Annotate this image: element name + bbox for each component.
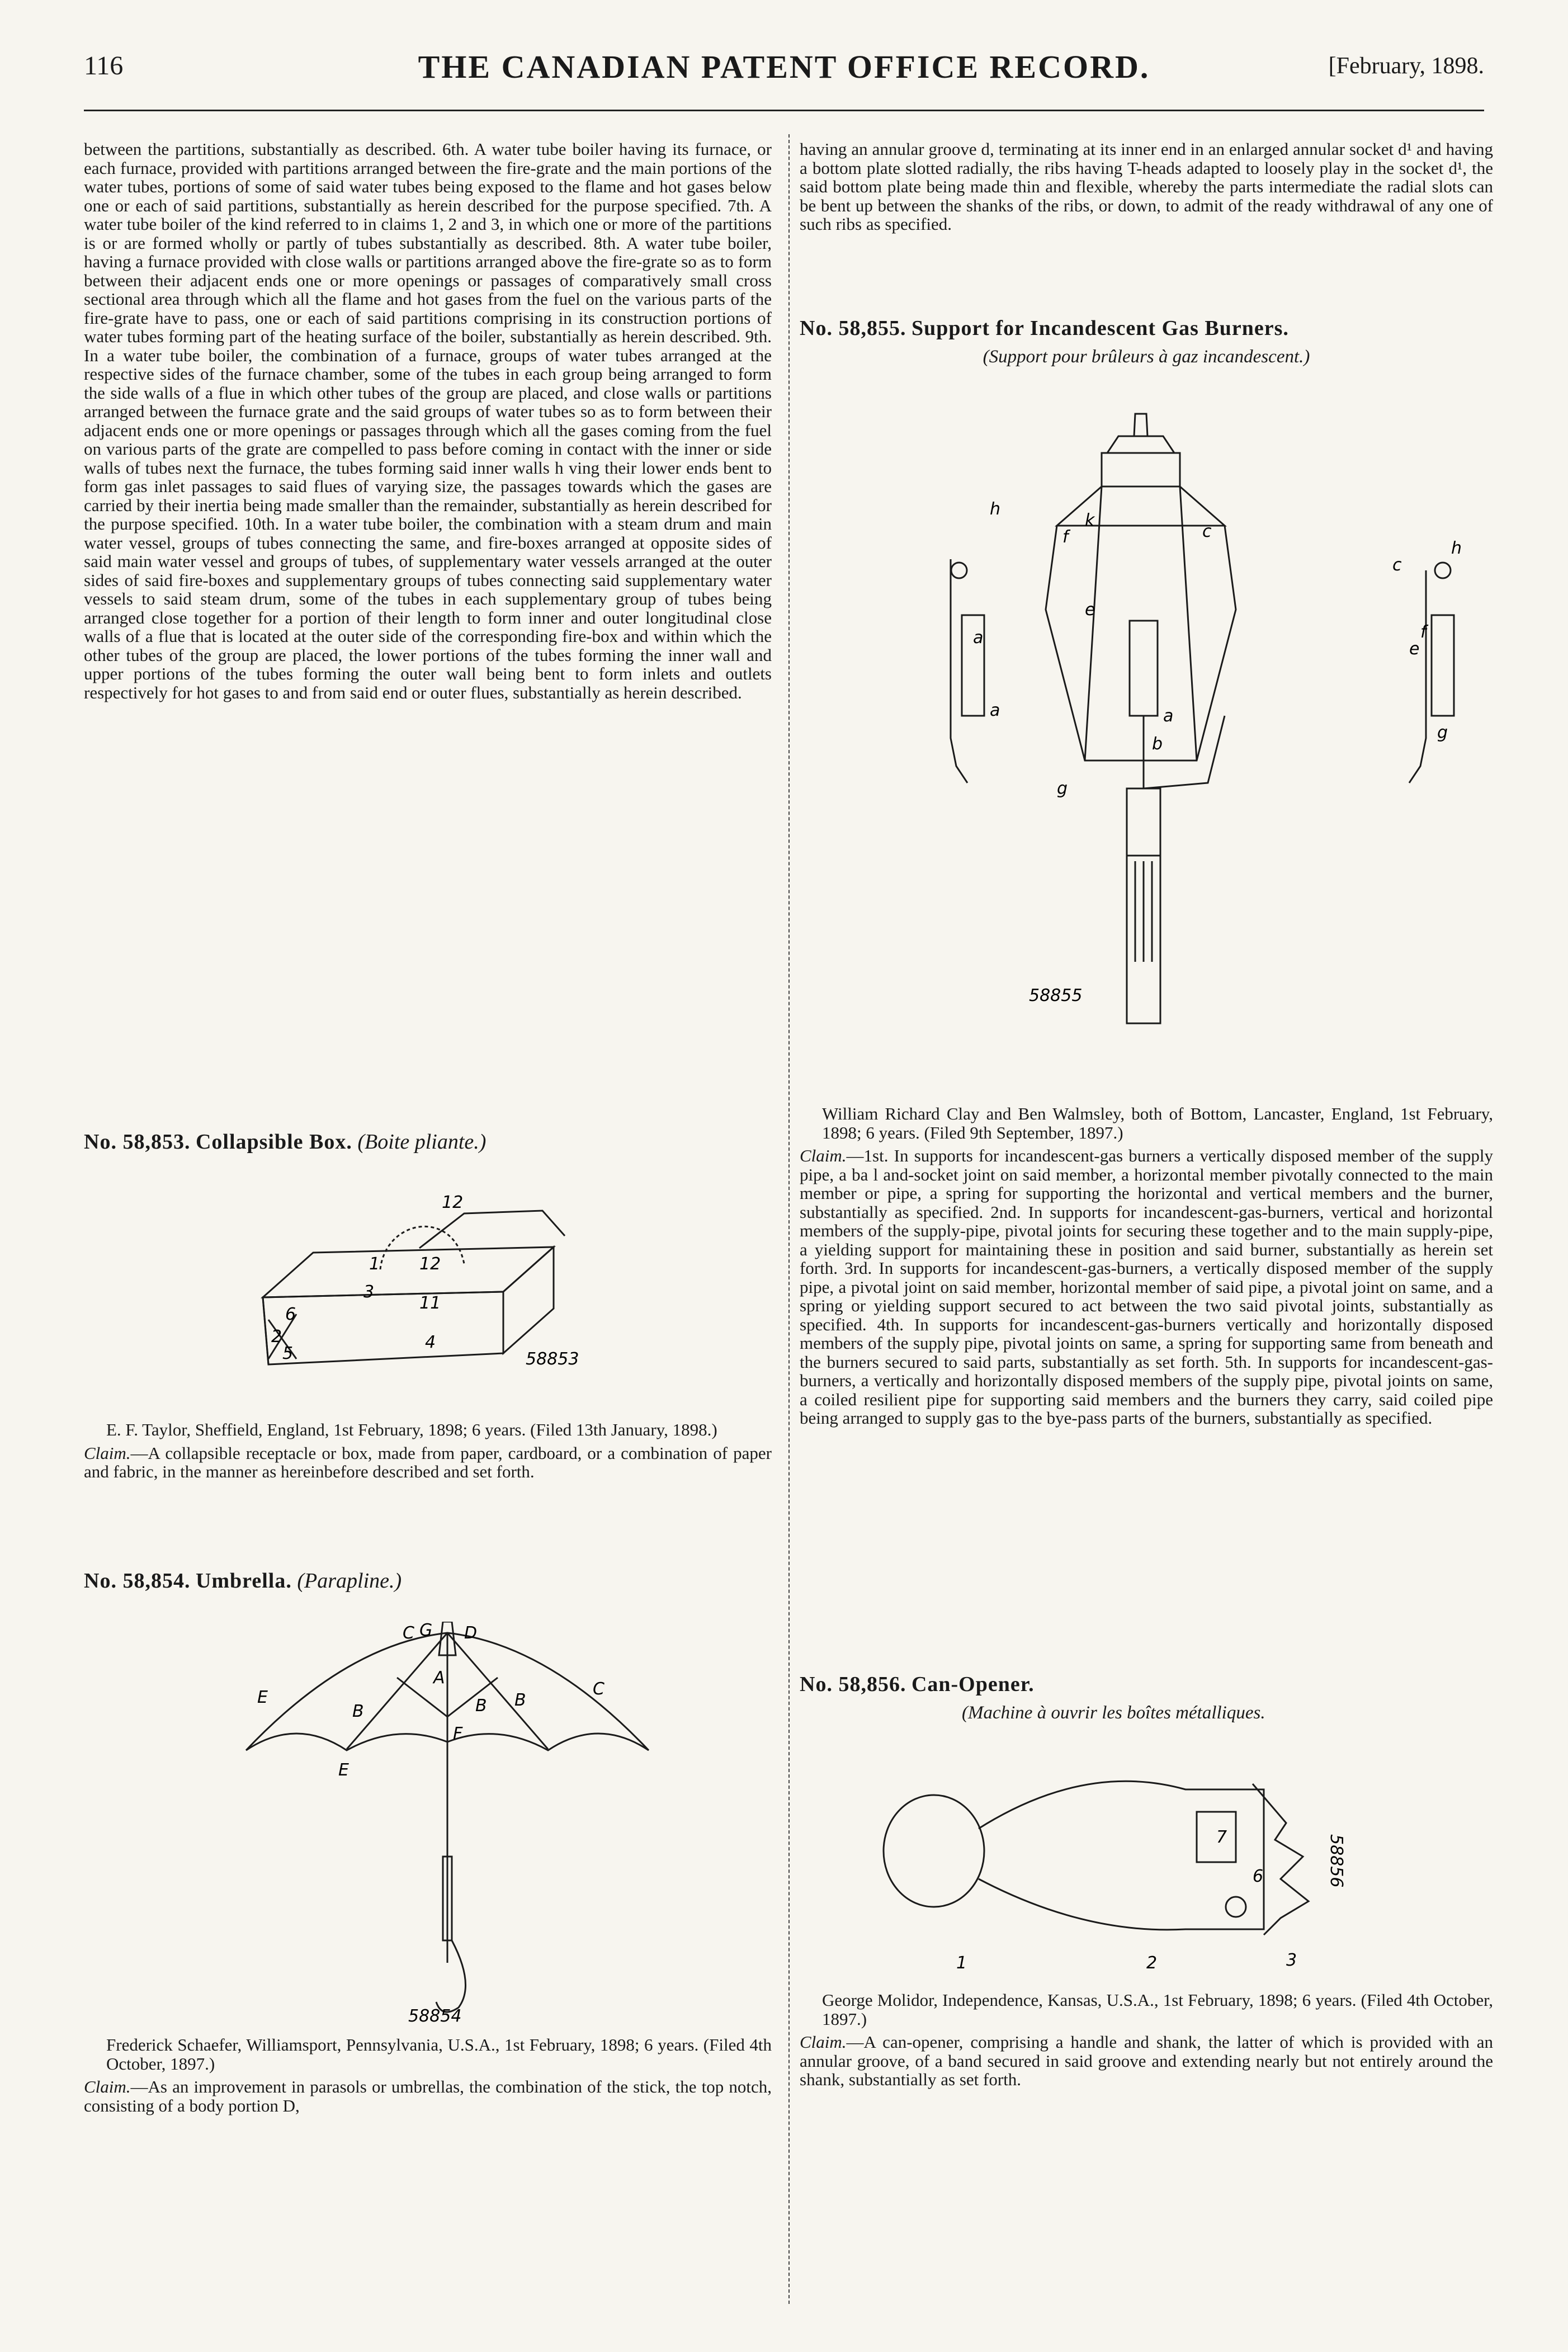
patent-body-58856 <box>800 1991 1493 2089</box>
fig-mark: e <box>1085 600 1095 620</box>
patent-body-58853 <box>84 1420 772 1481</box>
patent-french-title: (Support pour brûleurs à gaz incandescent.) <box>983 347 1310 367</box>
patent-title: Support for Incandescent Gas Burners. <box>911 317 1289 340</box>
fig-mark: B <box>352 1702 364 1721</box>
fig-mark: 1 <box>956 1953 967 1973</box>
collapsible-box-figure <box>252 1186 643 1376</box>
box-top-face <box>263 1247 554 1297</box>
claim-body: —A can-opener, comprising a handle and shank, the latter of which is provided with an annular groove, of a band secured in said groove and extending nearly but not entirely around the shank, substantially as set forth. <box>800 2032 1493 2089</box>
can-opener-teeth <box>1253 1784 1309 1935</box>
lamp-finial <box>1134 414 1147 436</box>
box-end-face <box>503 1247 554 1353</box>
fig-mark: 2 <box>1146 1953 1158 1973</box>
fig-mark: g <box>1437 723 1448 743</box>
can-opener-shank <box>979 1781 1264 1930</box>
claim-label: Claim. <box>84 1443 131 1463</box>
patent-heading-58856 <box>800 1672 1035 1697</box>
patent-heading-58855 <box>800 316 1289 341</box>
left-pipe-detail <box>951 559 967 783</box>
fig-mark: g <box>1057 779 1068 799</box>
inventor-info: George Molidor, Independence, Kansas, U.S.A., 1st February, 1898; 6 years. (Filed 4th October, 1897.) <box>822 1990 1493 2029</box>
umbrella-stretcher <box>447 1678 498 1717</box>
patent-number: No. 58,856. <box>800 1673 906 1696</box>
fig-mark: E <box>257 1688 268 1707</box>
fig-mark: c <box>1392 555 1402 575</box>
fig-mark: h <box>990 499 1001 519</box>
figure-label: 58853 <box>526 1349 579 1369</box>
claim-label: Claim. <box>800 1146 847 1165</box>
inventor-info: William Richard Clay and Ben Walmsley, both of Bottom, Lancaster, England, 1st February, 1898; 6 years. (Filed 9th September, 1897.) <box>822 1104 1493 1142</box>
fig-mark: 12 <box>442 1193 464 1212</box>
fig-mark: A <box>433 1668 445 1688</box>
left-joint <box>951 563 967 578</box>
fig-mark: D <box>464 1623 478 1643</box>
fig-mark: 6 <box>1253 1867 1264 1886</box>
claim-body: —A collapsible receptacle or box, made from paper, cardboard, or a combination of paper and fabric, in the manner as hereinbefore described and set forth. <box>84 1443 772 1481</box>
umbrella-crook <box>436 1940 466 2012</box>
can-opener-figure <box>872 1750 1465 1974</box>
column-divider <box>788 134 790 2304</box>
patent-body-58854 <box>84 2035 772 2115</box>
patent-number: No. 58,854. <box>84 1569 191 1593</box>
fig-mark: 3 <box>1286 1950 1297 1970</box>
umbrella-figure <box>235 1622 660 2024</box>
fig-mark: C <box>403 1623 414 1643</box>
claim-body: —As an improvement in parasols or umbrellas, the combination of the stick, the top notch, consisting of a body portion D, <box>84 2077 772 2115</box>
patent-heading-58853 <box>84 1130 486 1154</box>
patent-title: Can-Opener. <box>911 1673 1035 1696</box>
patent-french-title: (Parapline.) <box>297 1569 402 1593</box>
fig-mark: 3 <box>363 1282 375 1302</box>
can-opener-rivet <box>1226 1897 1246 1917</box>
fig-mark: B <box>514 1690 526 1710</box>
fig-mark: C <box>593 1679 604 1699</box>
can-opener-knob <box>884 1795 984 1907</box>
left-continuation <box>84 140 772 702</box>
issue-date: [February, 1898. <box>1328 53 1484 79</box>
fig-mark: F <box>453 1724 463 1744</box>
patent-body-58855 <box>800 1104 1493 1428</box>
inventor-info: Frederick Schaefer, Williamsport, Pennsylvania, U.S.A., 1st February, 1898; 6 years. (Filed 4th October, 1897.) <box>106 2035 772 2074</box>
box-flap <box>419 1211 565 1248</box>
page-number: 116 <box>84 51 124 81</box>
publication-title: THE CANADIAN PATENT OFFICE RECORD. <box>418 49 1150 85</box>
inventor-info: E. F. Taylor, Sheffield, England, 1st February, 1898; 6 years. (Filed 13th January, 1898.) <box>106 1420 717 1439</box>
fig-mark: 4 <box>425 1333 436 1352</box>
fig-mark: k <box>1085 511 1095 530</box>
lamp-roof <box>1057 487 1225 526</box>
fig-mark: a <box>973 628 984 648</box>
lamp-post-collar <box>1127 788 1160 856</box>
patent-french-title: (Machine à ouvrir les boîtes métalliques. <box>962 1703 1265 1723</box>
figure-label: 58855 <box>1029 986 1083 1005</box>
figure-label: 58856 <box>1326 1834 1346 1888</box>
claims-continuation-text: between the partitions, substantially as described. 6th. A water tube boiler having its furnace, or each furnace, provided with partitions arranged between the fire-grate and the main portions of the water tubes, portions of some of said water tubes being exposed to the flame and hot gases below one or each of said partitions, substantially as herein described for the purpose specified. 7th. A water tube boiler of the kind referred to in claims 1, 2 and 3, in which one or more of the partitions is or are formed wholly or partly of tubes substantially as described. 8th. A water tube boiler, having a furnace provided with close walls or partitions arranged above the fire-grate so as to form between their adjacent ends one or more openings or passages of comparatively small cross sectional area through which all the flame and hot gases from the fuel on the various parts of the fire-grate have to pass, one or each of said partitions comprising in its construction portions of water tubes forming part of the heating surface of the boiler, substantially as herein described. 9th. In a water tube boiler, the combination of a furnace, groups of water tubes arranged at the respective sides of the furnace chamber, some of the tubes in each group being arranged to form the side walls of a flue in which other tubes of the group are placed, and close walls or partitions arranged between the furnace grate and the said groups of water tubes so as to form between their adjacent ends one or more openings or passages through which all the gases coming from the fuel on various parts of the grate are compelled to pass before coming in contact with the inner or side walls of tubes next the furnace, the tubes forming said inner walls h ving their lower ends bent to form gas inlet passages to said flues of varying size, the passages towards which the gases are carried by their inertia being made smaller than the remainder, substantially as herein described for the purpose specified. 10th. In a water tube boiler, the combination with a steam drum and main water vessel, groups of tubes connecting the same, and fire-boxes arranged at opposite sides of said main water vessel and groups of tubes, of supplementary water vessels arranged at the outer sides of said fire-boxes and supplementary groups of tubes connecting said supplementary water vessels to said steam drum, some of the tubes in each supplementary group of tubes being arranged close together for a portion of their length to form inner and outer longitudinal close walls of a flue that is located at the outer side of the corresponding fire-box and within which the other tubes of the group are placed, the lower portions of the tubes forming the inner wall and upper portions of the tubes forming the outer wall being bent to form inlets and outlets respectively for hot gases to and from said end or outer flues, substantially as herein described. <box>84 139 772 702</box>
page-header <box>0 45 1568 95</box>
fig-mark: a <box>990 701 1000 720</box>
fig-mark: 2 <box>271 1327 282 1347</box>
claim-text <box>84 2077 772 2115</box>
lamp-glass-frame <box>1046 526 1236 761</box>
figure-label: 58854 <box>408 2006 462 2024</box>
patent-title: Collapsible Box. <box>195 1130 352 1154</box>
incandescent-mantle <box>1130 621 1158 716</box>
box-front-face <box>263 1292 503 1364</box>
claims-continuation-text: having an annular groove d, terminating at its inner end in an enlarged annular socket d¹ and having a bottom plate slotted radially, the ribs having T-heads adapted to loosely play in the socket d¹, the said bottom plate being made thin and flexible, whereby the parts intermediate the radial slots can be bent up between the shanks of the ribs, or down, to admit of the ready withdrawal of any one of such ribs as specified. <box>800 139 1493 234</box>
end-flap-line <box>263 1297 268 1364</box>
claim-label: Claim. <box>800 2032 847 2052</box>
patent-french-title: (Boite pliante.) <box>357 1130 487 1154</box>
lamp-vent <box>1102 453 1180 487</box>
fig-mark: G <box>419 1622 433 1640</box>
right-burner-detail <box>1432 615 1454 716</box>
lamp-frame-bar <box>1180 487 1197 761</box>
fig-mark: 6 <box>285 1305 296 1324</box>
patent-heading-58854 <box>84 1569 402 1593</box>
right-continuation <box>800 140 1493 234</box>
patent-number: No. 58,855. <box>800 317 906 340</box>
fig-mark: c <box>1202 522 1212 541</box>
claim-label: Claim. <box>84 2077 131 2096</box>
claim-text <box>84 1444 772 1481</box>
gas-burner-support-figure <box>917 403 1476 1102</box>
fig-mark: f <box>1420 622 1427 642</box>
fig-mark: B <box>475 1696 487 1716</box>
fig-mark: 11 <box>419 1293 441 1313</box>
fig-mark: h <box>1451 539 1462 558</box>
fig-mark: E <box>338 1760 349 1780</box>
patent-title: Umbrella. <box>195 1569 292 1593</box>
patent-number: No. 58,853. <box>84 1130 191 1154</box>
fig-mark: b <box>1152 734 1163 754</box>
claim-text <box>800 2033 1493 2089</box>
header-rule <box>84 110 1484 111</box>
fig-mark: 12 <box>419 1254 441 1274</box>
fig-mark: 1 <box>369 1254 380 1274</box>
right-joint <box>1435 563 1451 578</box>
umbrella-rib <box>347 1633 447 1749</box>
claim-text <box>800 1146 1493 1428</box>
right-pipe-detail <box>1409 570 1426 783</box>
fig-mark: e <box>1409 639 1420 659</box>
fig-mark: 7 <box>1216 1827 1227 1847</box>
claim-body: —1st. In supports for incandescent-gas burners a vertically disposed member of the supply pipe, a ba l and-socket joint on said member, a horizontal member pivotally connected to the main member or pipe, a spring for supporting the horizontal and vertical members and the burner, substantially as specified. 2nd. In supports for incandescent-gas-burners, vertical and horizontal members of the supply-pipe, pivotal joints for securing these together and to the main supply-pipe, a yielding support for maintaining these in position and said burner, substantially as herein set forth. 3rd. In supports for incandescent-gas-burners, a vertically disposed member of the supply pipe, a pivotal joint on said member, horizontal member of said pipe, a pivotal joint on same, and a spring or yielding support secured to act between the two said pivotal joints, substantially as specified. 4th. In supports for incandescent-gas-burners vertically and horizontally disposed members of the supply pipe, pivotal joints on same, a spring for supporting same from beneath and the burners secured to said parts, substantially as set forth. 5th. In supports for incandescent-gas-burners, a vertically and horizontally disposed members of the supply pipe, pivotal joints on same, a coiled resilient pipe for supporting said members and the burners they carry, said coiled pipe being arranged to supply gas to the bye-pass parts of the burners, substantially as specified. <box>800 1146 1493 1428</box>
lamp-cap <box>1107 436 1174 453</box>
fig-mark: 5 <box>282 1344 294 1363</box>
fig-mark: a <box>1163 706 1174 726</box>
fig-mark: f <box>1062 527 1069 547</box>
